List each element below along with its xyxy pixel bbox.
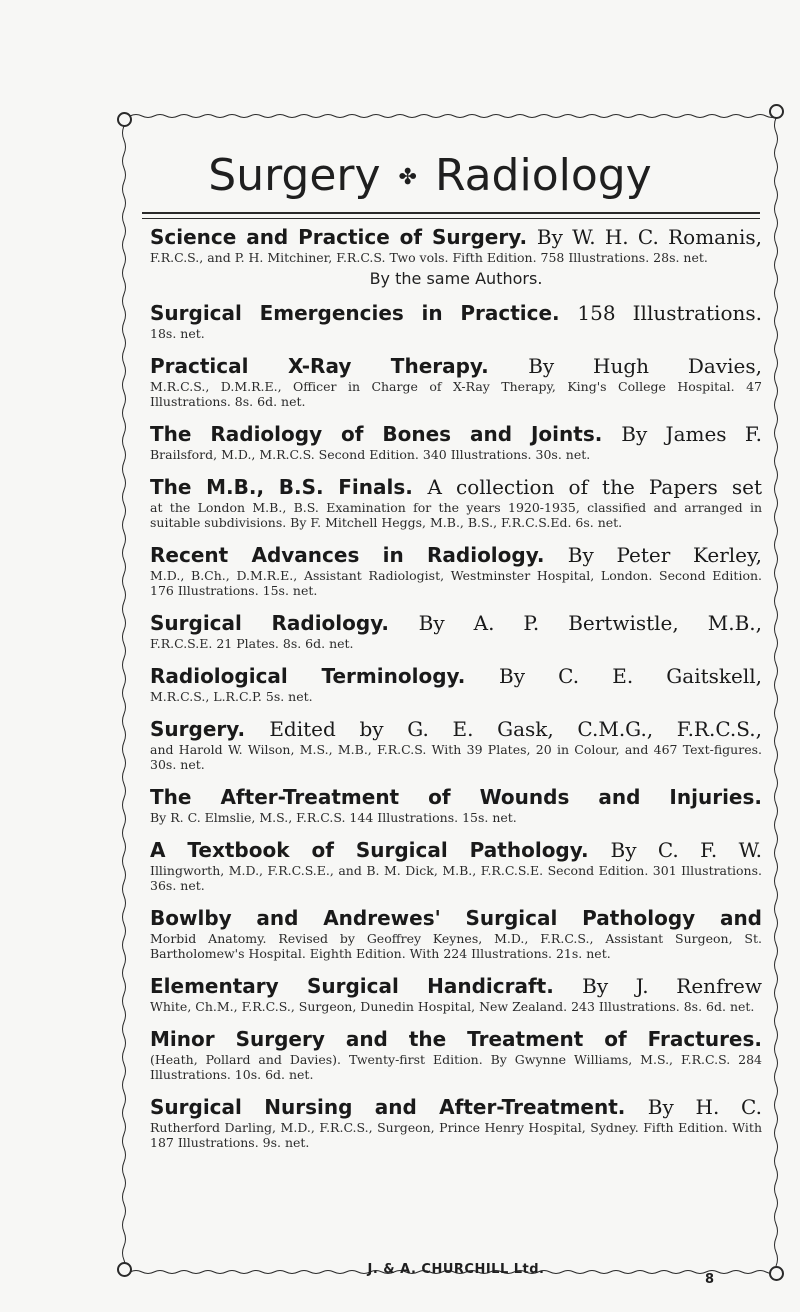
book-title: The Radiology of Bones and Joints. bbox=[150, 422, 603, 446]
book-details: at the London M.B., B.S. Examination for the years 1920-1935, classified and arranged in suitable subdivisions. By F. Mitchell Heggs, M.B., B.S., F.R.C.S.Ed. 6s. net. bbox=[150, 500, 762, 530]
book-byline: By W. H. C. Romanis, bbox=[536, 225, 762, 249]
book-title: Surgical Nursing and After-Treatment. bbox=[150, 1095, 626, 1119]
book-details: 18s. net. bbox=[150, 326, 205, 341]
book-entry bbox=[150, 612, 762, 651]
book-heading bbox=[150, 907, 762, 930]
title-rule bbox=[142, 212, 760, 219]
publisher-imprint: J. & A. CHURCHILL Ltd. bbox=[367, 1262, 545, 1277]
book-details: M.D., B.Ch., D.M.R.E., Assistant Radiologist, Westminster Hospital, London. Second Edition. 176 Illustrations. 15s. net. bbox=[150, 568, 762, 598]
book-heading bbox=[150, 839, 762, 862]
book-details: By R. C. Elmslie, M.S., F.R.C.S. 144 Illustrations. 15s. net. bbox=[150, 810, 517, 825]
book-entry bbox=[150, 839, 762, 893]
book-byline: A collection of the Papers set bbox=[427, 475, 763, 499]
book-heading bbox=[150, 665, 762, 688]
book-entry bbox=[150, 544, 762, 598]
book-title: Elementary Surgical Handicraft. bbox=[150, 974, 554, 998]
book-entry bbox=[150, 226, 762, 288]
book-byline: By A. P. Bertwistle, M.B., bbox=[418, 611, 762, 635]
book-entry bbox=[150, 786, 762, 825]
book-heading bbox=[150, 1096, 762, 1119]
book-details: Rutherford Darling, M.D., F.R.C.S., Surgeon, Prince Henry Hospital, Sydney. Fifth Edition. With 187 Illustrations. 9s. net. bbox=[150, 1120, 762, 1150]
book-details: M.R.C.S., L.R.C.P. 5s. net. bbox=[150, 689, 313, 704]
book-details: (Heath, Pollard and Davies). Twenty-first Edition. By Gwynne Williams, M.S., F.R.C.S. 284 Illustrations. 10s. 6d. net. bbox=[150, 1052, 762, 1082]
book-details: Brailsford, M.D., M.R.C.S. Second Edition. 340 Illustrations. 30s. net. bbox=[150, 447, 591, 462]
book-byline: By Hugh Davies, bbox=[528, 354, 763, 378]
book-title: Recent Advances in Radiology. bbox=[150, 543, 545, 567]
book-heading bbox=[150, 1028, 762, 1051]
book-title: The M.B., B.S. Finals. bbox=[150, 475, 413, 499]
book-heading bbox=[150, 786, 762, 809]
book-details: M.R.C.S., D.M.R.E., Officer in Charge of X-Ray Therapy, King's College Hospital. 47 Illustrations. 8s. 6d. net. bbox=[150, 379, 762, 409]
corner-ornament-bottom-left bbox=[117, 1262, 132, 1277]
book-title: Minor Surgery and the Treatment of Fractures. bbox=[150, 1027, 762, 1051]
book-entry bbox=[150, 302, 762, 341]
book-byline: 158 Illustrations. bbox=[577, 301, 762, 325]
title-radiology: Radiology bbox=[434, 150, 652, 201]
book-entry bbox=[150, 1028, 762, 1082]
book-heading bbox=[150, 975, 762, 998]
book-byline: By Peter Kerley, bbox=[567, 543, 762, 567]
book-heading bbox=[150, 718, 762, 741]
book-title: Practical X-Ray Therapy. bbox=[150, 354, 489, 378]
book-title: Surgical Emergencies in Practice. bbox=[150, 301, 560, 325]
book-details: F.R.C.S., and P. H. Mitchiner, F.R.C.S. Two vols. Fifth Edition. 758 Illustrations. 28s. net. bbox=[150, 250, 708, 265]
title-surgery: Surgery bbox=[208, 150, 381, 201]
book-entry bbox=[150, 1096, 762, 1150]
book-entry bbox=[150, 665, 762, 704]
book-title: Surgical Radiology. bbox=[150, 611, 390, 635]
book-entry bbox=[150, 423, 762, 462]
book-byline: By J. Renfrew bbox=[582, 974, 762, 998]
book-title: A Textbook of Surgical Pathology. bbox=[150, 838, 589, 862]
book-entry bbox=[150, 718, 762, 772]
book-title: The After-Treatment of Wounds and Injuries. bbox=[150, 785, 762, 809]
book-byline: By H. C. bbox=[647, 1095, 762, 1119]
book-heading bbox=[150, 544, 762, 567]
book-title: Radiological Terminology. bbox=[150, 664, 466, 688]
book-entry bbox=[150, 907, 762, 961]
book-byline: Edited by G. E. Gask, C.M.G., F.R.C.S., bbox=[269, 717, 762, 741]
book-heading bbox=[150, 476, 762, 499]
book-title: Surgery. bbox=[150, 717, 246, 741]
book-byline: By C. F. W. bbox=[610, 838, 762, 862]
book-details: Morbid Anatomy. Revised by Geoffrey Keynes, M.D., F.R.C.S., Assistant Surgeon, St. Bartholomew's Hospital. Eighth Edition. With 224 Illustrations. 21s. net. bbox=[150, 931, 762, 961]
book-heading bbox=[150, 302, 762, 325]
book-heading bbox=[150, 355, 762, 378]
book-details: F.R.C.S.E. 21 Plates. 8s. 6d. net. bbox=[150, 636, 354, 651]
book-heading bbox=[150, 423, 762, 446]
flower-icon: ✤ bbox=[398, 165, 417, 190]
book-entry bbox=[150, 355, 762, 409]
book-details: Illingworth, M.D., F.R.C.S.E., and B. M. Dick, M.B., F.R.C.S.E. Second Edition. 301 Illustrations. 36s. net. bbox=[150, 863, 762, 893]
book-details: and Harold W. Wilson, M.S., M.B., F.R.C.S. With 39 Plates, 20 in Colour, and 467 Text-figures. 30s. net. bbox=[150, 742, 762, 772]
book-list bbox=[150, 226, 762, 1164]
book-details: White, Ch.M., F.R.C.S., Surgeon, Dunedin Hospital, New Zealand. 243 Illustrations. 8s. 6d. net. bbox=[150, 999, 755, 1014]
corner-ornament-top-right bbox=[769, 104, 784, 119]
book-byline: By James F. bbox=[621, 422, 762, 446]
book-heading bbox=[150, 226, 762, 249]
book-byline: By C. E. Gaitskell, bbox=[499, 664, 763, 688]
book-entry bbox=[150, 476, 762, 530]
book-entry bbox=[150, 975, 762, 1014]
page-title bbox=[0, 150, 800, 201]
book-title: Bowlby and Andrewes' Surgical Pathology and bbox=[150, 906, 762, 930]
page-number: 8 bbox=[705, 1272, 715, 1287]
corner-ornament-top-left bbox=[117, 112, 132, 127]
same-authors-note: By the same Authors. bbox=[369, 269, 543, 288]
book-heading bbox=[150, 612, 762, 635]
book-title: Science and Practice of Surgery. bbox=[150, 225, 528, 249]
corner-ornament-bottom-right bbox=[769, 1266, 784, 1281]
